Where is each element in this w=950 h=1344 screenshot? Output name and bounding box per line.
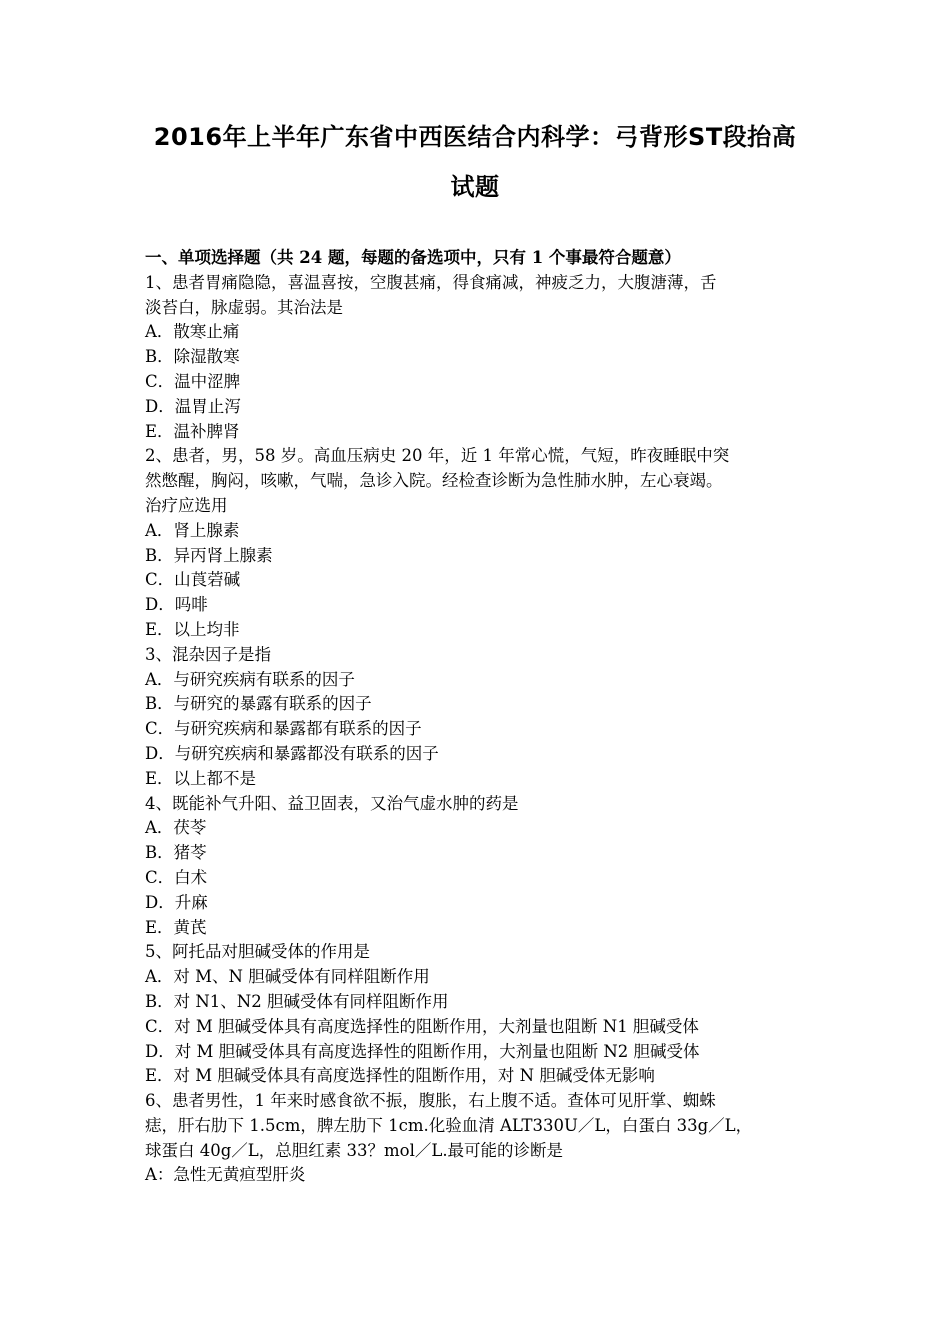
answer-option: D．升麻: [145, 892, 208, 912]
answer-option: B．猪苓: [145, 843, 207, 863]
document-body: [145, 246, 810, 1188]
question-item: [145, 1089, 810, 1188]
answer-option: A．对 M、N 胆碱受体有同样阻断作用: [145, 967, 430, 987]
question-item: [145, 643, 810, 792]
answer-option: C．山莨菪碱: [145, 570, 241, 590]
question-stem-line: 4、既能补气升阳、益卫固表，又治气虚水肿的药是: [145, 793, 519, 813]
question-stem-line: 淡苔白，脉虚弱。其治法是: [145, 297, 343, 317]
answer-option: E．以上均非: [145, 619, 240, 639]
question-stem-line: 2、患者，男，58 岁。高血压病史 20 年，近 1 年常心慌，气短，昨夜睡眠中突: [145, 446, 730, 466]
answer-option: B．除湿散寒: [145, 347, 240, 367]
question-stem-line: 1、患者胃痛隐隐，喜温喜按，空腹甚痛，得食痛减，神疲乏力，大腹溏薄，舌: [145, 272, 717, 292]
answer-option: E．对 M 胆碱受体具有高度选择性的阻断作用，对 N 胆碱受体无影响: [145, 1066, 655, 1086]
title-line-2: 试题: [450, 173, 500, 201]
question-item: [145, 271, 810, 445]
answer-option: E．黄芪: [145, 917, 207, 937]
answer-option: A：急性无黄疸型肝炎: [145, 1165, 306, 1185]
answer-option: C．温中涩脾: [145, 371, 241, 391]
answer-option: E．温补脾肾: [145, 421, 240, 441]
answer-option: D．与研究疾病和暴露都没有联系的因子: [145, 743, 439, 763]
answer-option: C．与研究疾病和暴露都有联系的因子: [145, 719, 422, 739]
question-stem-line: 痣，肝右肋下 1.5cm，脾左肋下 1cm.化验血清 ALT330U／L，白蛋白 33g／L，: [145, 1115, 753, 1135]
question-stem-line: 然憋醒，胸闷，咳嗽，气喘，急诊入院。经检查诊断为急性肺水肿，左心衰竭。: [145, 471, 723, 491]
section-heading: 一、单项选择题（共 24 题，每题的备选项中，只有 1 个事最符合题意）: [145, 248, 681, 267]
question-item: [145, 940, 810, 1089]
answer-option: A．茯苓: [145, 818, 207, 838]
answer-option: D．吗啡: [145, 595, 208, 615]
answer-option: B．对 N1、N2 胆碱受体有同样阻断作用: [145, 991, 449, 1011]
title-line-1: 2016年上半年广东省中西医结合内科学：弓背形ST段抬高: [153, 123, 797, 151]
answer-option: C．对 M 胆碱受体具有高度选择性的阻断作用，大剂量也阻断 N1 胆碱受体: [145, 1016, 699, 1036]
question-item: [145, 792, 810, 941]
question-stem-line: 球蛋白 40g／L，总胆红素 33？mol／L.最可能的诊断是: [145, 1140, 564, 1160]
answer-option: A．肾上腺素: [145, 520, 240, 540]
answer-option: B．与研究的暴露有联系的因子: [145, 694, 372, 714]
answer-option: A．与研究疾病有联系的因子: [145, 669, 355, 689]
question-stem-line: 治疗应选用: [145, 495, 228, 515]
answer-option: B．异丙肾上腺素: [145, 545, 273, 565]
question-item: [145, 444, 810, 642]
question-stem-line: 3、混杂因子是指: [145, 644, 271, 664]
answer-option: A．散寒止痛: [145, 322, 240, 342]
answer-option: D．温胃止泻: [145, 396, 241, 416]
question-stem-line: 5、阿托品对胆碱受体的作用是: [145, 942, 370, 962]
answer-option: C．白术: [145, 867, 208, 887]
answer-option: D．对 M 胆碱受体具有高度选择性的阻断作用，大剂量也阻断 N2 胆碱受体: [145, 1041, 700, 1061]
question-stem-line: 6、患者男性，1 年来时感食欲不振，腹胀，右上腹不适。查体可见肝掌、蜘蛛: [145, 1091, 716, 1111]
document-title: [100, 112, 850, 212]
answer-option: E．以上都不是: [145, 768, 257, 788]
